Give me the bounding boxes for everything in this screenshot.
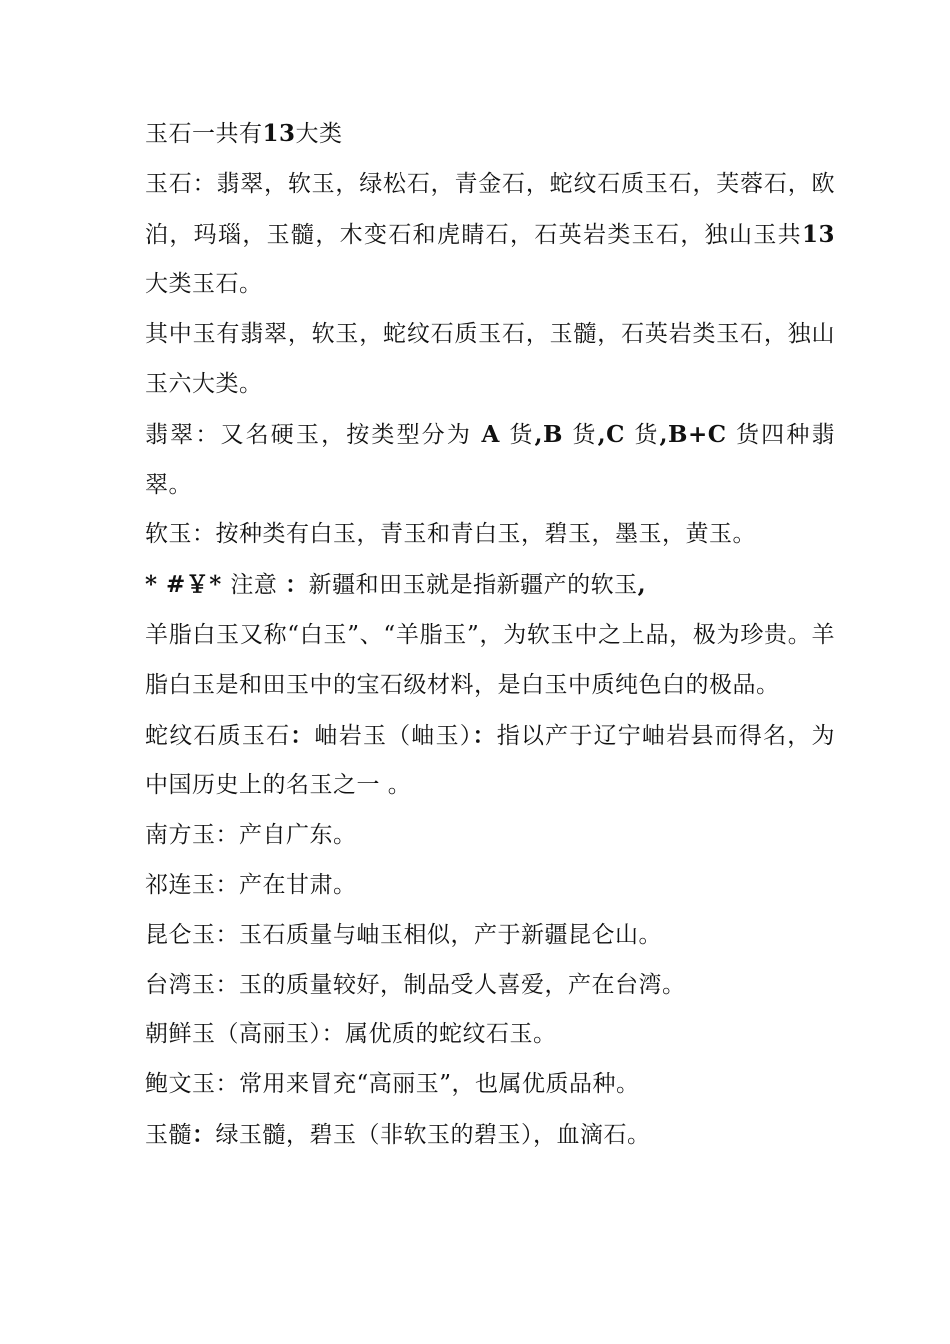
paragraph-text: 岫岩玉（岫玉）	[314, 722, 473, 749]
document-body	[145, 109, 835, 1161]
paragraph-text: 玉髓	[145, 1121, 192, 1148]
paragraph	[145, 160, 835, 310]
bold-text: ,B+C	[659, 420, 727, 448]
paragraph-text: 注意	[230, 572, 286, 599]
bold-text: ,B	[534, 420, 563, 448]
paragraph	[145, 711, 835, 812]
paragraph-text: 玉石：翡翠，软玉，绿松石，青金石，蛇纹石质玉石，芙蓉石，欧泊，玛瑙，玉髓，木变石和虎睛石，石英岩类玉石，独山玉共	[145, 170, 835, 248]
paragraph	[145, 109, 835, 160]
bold-text: ,	[637, 571, 647, 599]
paragraph-text: 大类	[295, 121, 343, 147]
bold-text: ：	[285, 571, 309, 599]
paragraph	[145, 1060, 835, 1110]
paragraph-text: 蛇纹石质玉石	[145, 722, 291, 749]
paragraph-text: 货	[562, 421, 598, 448]
bold-text: 13	[262, 120, 296, 147]
paragraph-text: 指以产于辽宁岫岩县而得名，为中国历史上的名玉之一 。	[145, 722, 836, 799]
paragraph-text: 朝鲜玉（高丽玉）：属优质的蛇纹石玉。	[145, 1021, 557, 1048]
bold-text: 13	[801, 220, 835, 248]
paragraph	[145, 560, 835, 611]
bold-text: ：	[290, 721, 315, 749]
paragraph-text: 绿玉髓，碧玉（非软玉的碧玉），血滴石。	[215, 1121, 651, 1148]
paragraph-text: 翡翠：又名硬玉，按类型分为	[145, 421, 482, 448]
paragraph	[145, 310, 835, 410]
paragraph-text: 台湾玉：玉的质量较好，制品受人喜爱，产在台湾。	[145, 971, 686, 998]
paragraph-text: 大类玉石。	[145, 271, 263, 298]
paragraph	[145, 410, 835, 511]
paragraph-text: 软玉：按种类有白玉，青玉和青白玉，碧玉，墨玉，黄玉。	[145, 521, 756, 548]
paragraph-text: 昆仑玉：玉石质量与岫玉相似，产于新疆昆仑山。	[145, 921, 662, 948]
bold-text: ：	[192, 1120, 216, 1148]
bold-text: ：	[472, 721, 497, 749]
paragraph-text: 货四种翡翠。	[145, 421, 836, 498]
paragraph	[145, 811, 835, 861]
paragraph-text: 其中玉有翡翠，软玉，蛇纹石质玉石，玉髓，石英岩类玉石，独山玉六大类。	[145, 321, 835, 397]
paragraph-text: 祁连玉：产在甘肃。	[145, 871, 357, 898]
paragraph	[145, 1010, 835, 1060]
bold-text: A	[481, 420, 500, 448]
paragraph	[145, 861, 835, 911]
paragraph-text: 货	[499, 421, 535, 448]
paragraph-text: 货	[624, 421, 660, 448]
paragraph-text: 玉石一共有	[145, 121, 263, 147]
paragraph-text: 南方玉：产自广东。	[145, 822, 357, 849]
paragraph	[145, 510, 835, 560]
paragraph	[145, 911, 835, 961]
paragraph	[145, 611, 835, 711]
paragraph	[145, 961, 835, 1011]
paragraph	[145, 1110, 835, 1161]
paragraph-text: 羊脂白玉又称“白玉”、“羊脂玉”，为软玉中之上品，极为珍贵。羊脂白玉是和田玉中的宝石级材料，是白玉中质纯色白的极品。	[145, 621, 835, 698]
bold-text: * #￥*	[145, 571, 231, 599]
paragraph-text: 鲍文玉：常用来冒充“高丽玉”，也属优质品种。	[145, 1071, 640, 1098]
bold-text: ,C	[597, 420, 625, 448]
paragraph-text: 新疆和田玉就是指新疆产的软玉	[308, 572, 638, 599]
